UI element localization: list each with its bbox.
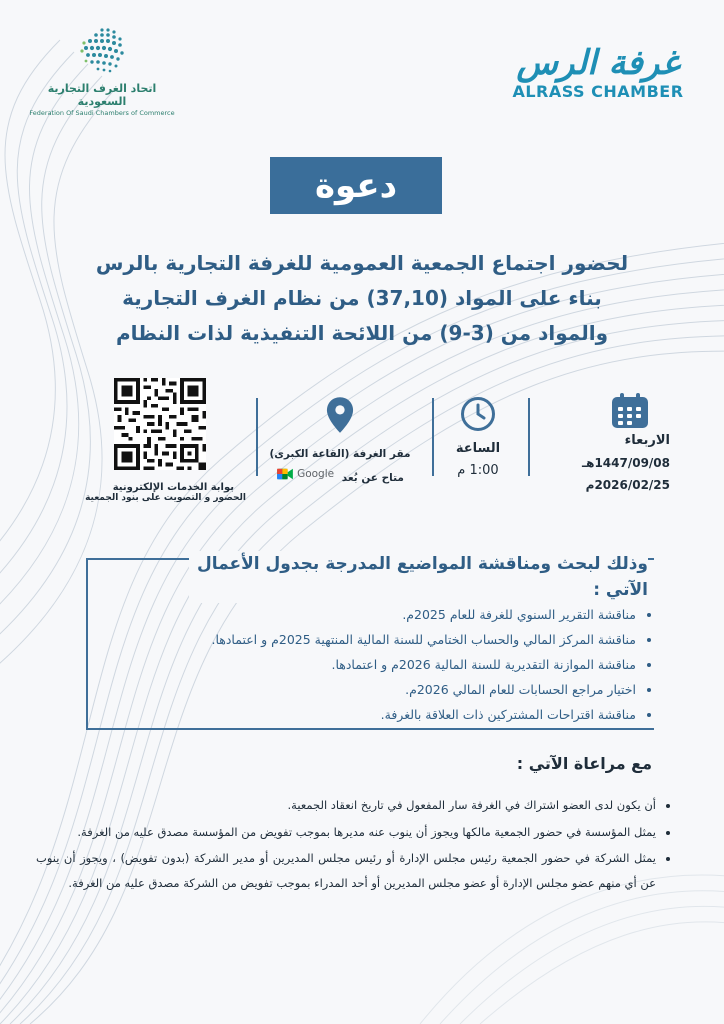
qr-code[interactable] xyxy=(114,378,206,470)
date-block xyxy=(570,392,670,496)
federation-name-english: Federation Of Saudi Chambers of Commerce xyxy=(29,109,175,117)
google-meet-label: Google xyxy=(297,468,335,480)
location-pin-icon xyxy=(326,396,354,434)
federation-dots-emblem xyxy=(72,24,132,76)
note-item: • يمثل المؤسسة في حضور الجمعية مالكها ويجوز أن ينوب عنه مديرها بموجب تفويض من المؤسسة مصدق عليه من الغرفة. xyxy=(36,820,656,845)
info-divider xyxy=(528,398,530,476)
portal-caption: بوابة الخدمات الإلكترونية xyxy=(112,482,234,493)
google-meet-icon xyxy=(276,467,294,481)
event-day: الاربعاء xyxy=(624,433,670,448)
qr-block xyxy=(56,378,246,503)
note-item: • يمثل الشركة في حضور الجمعية رئيس مجلس الإدارة أو رئيس مجلس المديرين أو مدير الشركة (بدون تفويض) ، ويجوز أن ينوب عن أي منهم عضو مجلس الإدارة أو عضو مجلس المديرين أو أحد المدراء بموجب تفويض من الشركة مصدق عليه من الغرفة. xyxy=(36,846,656,895)
subtitle-line: والمواد من (3-9) من اللائحة التنفيذية لذات النظام xyxy=(115,321,609,345)
venue-name: مقر الغرفة (القاعة الكبرى) xyxy=(269,448,411,460)
alrass-logo-arabic: غرفة الرس xyxy=(516,43,680,83)
alrass-chamber-logo xyxy=(508,44,688,101)
agenda-item: • مناقشة الموازنة التقديرية للسنة المالية 2026م و اعتمادها. xyxy=(56,652,636,677)
federation-logo xyxy=(22,24,182,117)
agenda-heading-line: وذلك لبحث ومناقشة المواضيع المدرجة بجدول الأعمال xyxy=(197,554,648,574)
gregorian-date: 2026/02/25م xyxy=(585,478,670,492)
subtitle-line: بناء على المواد (37,10) من نظام الغرف التجارية xyxy=(122,286,602,310)
remote-availability xyxy=(260,464,420,488)
agenda-item: • مناقشة التقرير السنوي للغرفة للعام 2025م. xyxy=(56,602,636,627)
agenda-heading-line: الآتي : xyxy=(593,580,648,600)
subtitle-line: لحضور اجتماع الجمعية العمومية للغرفة التجارية بالرس xyxy=(95,251,629,275)
calendar-icon xyxy=(610,392,650,430)
time-block xyxy=(448,396,508,482)
remote-label: متاح عن بُعد xyxy=(341,472,404,484)
agenda-item: • مناقشة المركز المالي والحساب الختامي للسنة المالية المنتهية 2025م و اعتمادها. xyxy=(56,627,636,652)
alrass-logo-english: ALRASS CHAMBER xyxy=(512,82,684,101)
notes-list xyxy=(36,793,670,897)
federation-name-arabic: اتحاد الغرف التجارية السعودية xyxy=(47,82,157,108)
hijri-date: 1447/09/08هـ xyxy=(582,456,670,470)
note-item: • أن يكون لدى العضو اشتراك في الغرفة سار المفعول في تاريخ انعقاد الجمعية. xyxy=(36,793,656,818)
agenda-list xyxy=(56,602,654,727)
agenda-item: • مناقشة اقتراحات المشتركين ذات العلاقة بالغرفة. xyxy=(56,702,636,727)
info-divider xyxy=(432,398,434,476)
invitation-title: دعوة xyxy=(270,157,442,214)
google-meet-badge xyxy=(276,464,334,484)
time-value: 1:00 م xyxy=(457,463,499,478)
clock-icon xyxy=(460,396,496,432)
portal-subcaption: الحضور و التصويت على بنود الجمعية xyxy=(85,493,246,503)
invitation-subtitle xyxy=(60,246,664,351)
agenda-heading xyxy=(189,551,648,603)
time-label: الساعة xyxy=(455,441,501,456)
venue-block xyxy=(260,396,420,488)
notes-heading: مع مراعاة الآتي : xyxy=(516,754,652,773)
agenda-item: • اختيار مراجع الحسابات للعام المالي 2026م. xyxy=(56,677,636,702)
info-divider xyxy=(256,398,258,476)
